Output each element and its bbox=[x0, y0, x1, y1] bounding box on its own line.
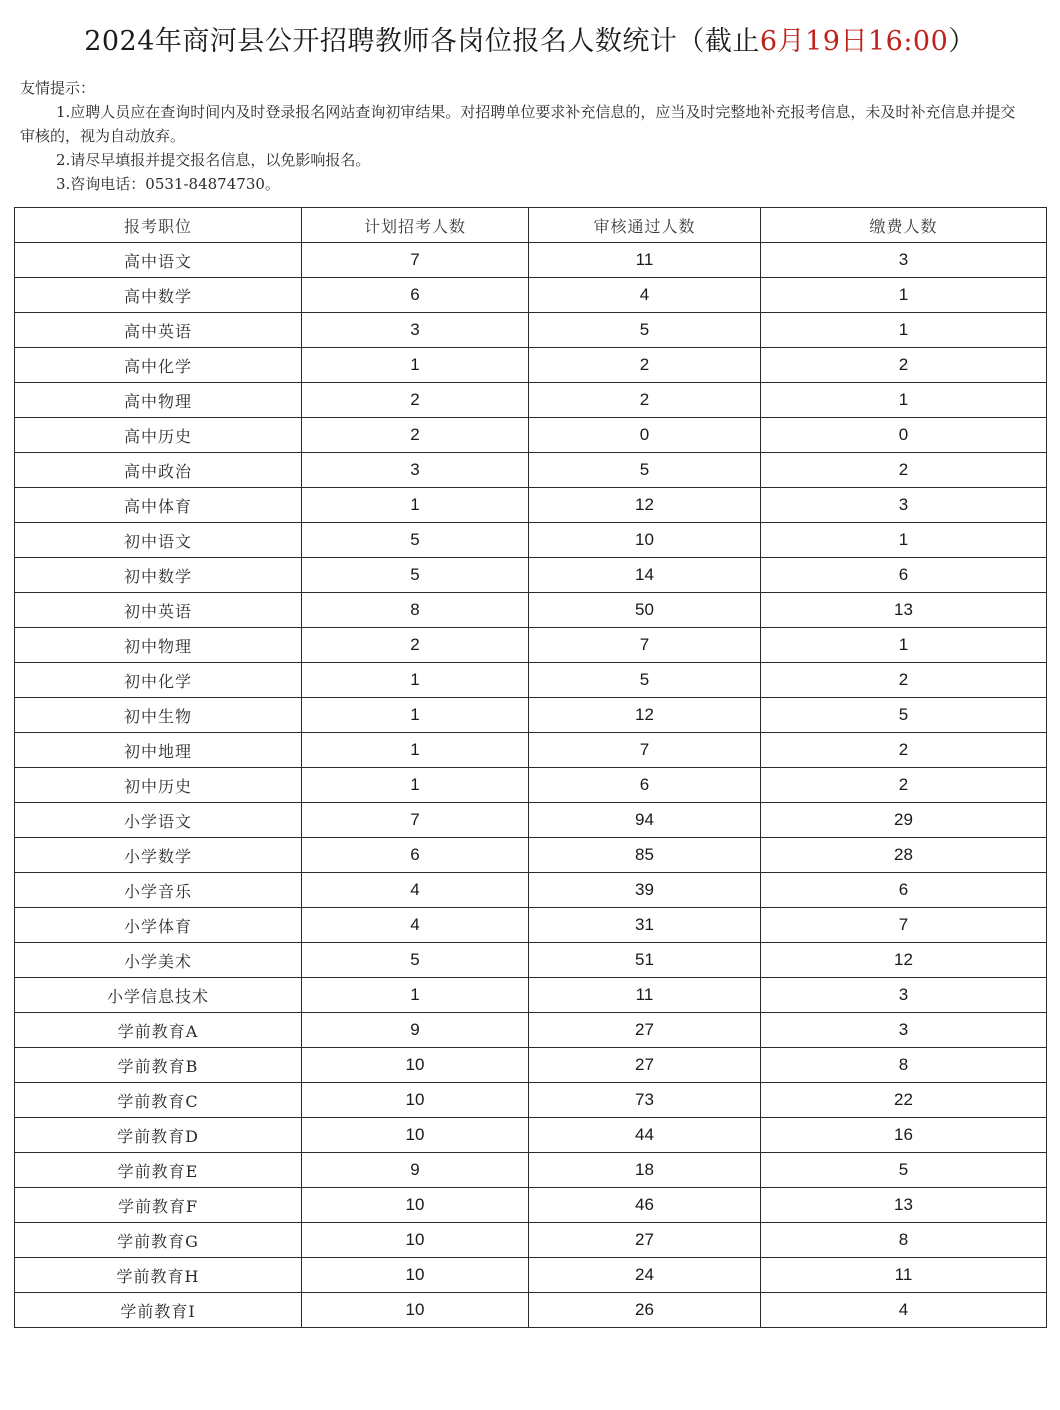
cell-approved: 7 bbox=[529, 733, 761, 768]
cell-position: 小学数学 bbox=[15, 838, 302, 873]
table-row bbox=[15, 698, 1047, 733]
table-row bbox=[15, 523, 1047, 558]
cell-approved: 5 bbox=[529, 453, 761, 488]
table-row bbox=[15, 908, 1047, 943]
cell-position: 高中英语 bbox=[15, 313, 302, 348]
cell-planned: 2 bbox=[302, 628, 529, 663]
cell-paid: 1 bbox=[761, 278, 1047, 313]
notice-heading: 友情提示： bbox=[20, 79, 96, 97]
cell-paid: 29 bbox=[761, 803, 1047, 838]
cell-position: 初中地理 bbox=[15, 733, 302, 768]
cell-position: 小学信息技术 bbox=[15, 978, 302, 1013]
table-row bbox=[15, 1258, 1047, 1293]
cell-planned: 10 bbox=[302, 1118, 529, 1153]
table-row bbox=[15, 313, 1047, 348]
table-row bbox=[15, 768, 1047, 803]
title-main: 2024年商河县公开招聘教师各岗位报名人数统计（截止 bbox=[84, 26, 760, 57]
cell-approved: 46 bbox=[529, 1188, 761, 1223]
cell-position: 高中历史 bbox=[15, 418, 302, 453]
registration-stats-table bbox=[14, 207, 1047, 1328]
cell-planned: 8 bbox=[302, 593, 529, 628]
table-row bbox=[15, 1048, 1047, 1083]
cell-paid: 1 bbox=[761, 628, 1047, 663]
cell-paid: 4 bbox=[761, 1293, 1047, 1328]
cell-paid: 2 bbox=[761, 733, 1047, 768]
cell-paid: 8 bbox=[761, 1048, 1047, 1083]
table-row bbox=[15, 978, 1047, 1013]
cell-paid: 0 bbox=[761, 418, 1047, 453]
cell-planned: 7 bbox=[302, 243, 529, 278]
cell-approved: 12 bbox=[529, 698, 761, 733]
cell-position: 小学体育 bbox=[15, 908, 302, 943]
cell-approved: 26 bbox=[529, 1293, 761, 1328]
table-row bbox=[15, 628, 1047, 663]
table-row bbox=[15, 558, 1047, 593]
notice-item-2: 2.请尽早填报并提交报名信息，以免影响报名。 bbox=[56, 151, 371, 169]
cell-planned: 2 bbox=[302, 383, 529, 418]
table-row bbox=[15, 803, 1047, 838]
title-end: ） bbox=[948, 26, 976, 57]
cell-position: 初中历史 bbox=[15, 768, 302, 803]
table-row bbox=[15, 838, 1047, 873]
notice-item-3: 3.咨询电话：0531-84874730。 bbox=[56, 175, 280, 193]
cell-planned: 2 bbox=[302, 418, 529, 453]
cell-position: 小学语文 bbox=[15, 803, 302, 838]
cell-position: 学前教育B bbox=[15, 1048, 302, 1083]
table-row bbox=[15, 488, 1047, 523]
cell-planned: 9 bbox=[302, 1013, 529, 1048]
cell-paid: 3 bbox=[761, 488, 1047, 523]
table-row bbox=[15, 1118, 1047, 1153]
cell-position: 高中物理 bbox=[15, 383, 302, 418]
cell-planned: 5 bbox=[302, 558, 529, 593]
cell-position: 小学美术 bbox=[15, 943, 302, 978]
table-row bbox=[15, 348, 1047, 383]
cell-approved: 50 bbox=[529, 593, 761, 628]
table-row bbox=[15, 1153, 1047, 1188]
cell-paid: 13 bbox=[761, 1188, 1047, 1223]
cell-position: 学前教育A bbox=[15, 1013, 302, 1048]
title-deadline: 6月19日16:00 bbox=[759, 26, 949, 57]
header-position: 报考职位 bbox=[15, 208, 302, 243]
table-row bbox=[15, 1013, 1047, 1048]
cell-approved: 27 bbox=[529, 1013, 761, 1048]
cell-paid: 6 bbox=[761, 873, 1047, 908]
cell-paid: 16 bbox=[761, 1118, 1047, 1153]
table-row bbox=[15, 278, 1047, 313]
cell-approved: 44 bbox=[529, 1118, 761, 1153]
cell-planned: 6 bbox=[302, 838, 529, 873]
cell-approved: 12 bbox=[529, 488, 761, 523]
cell-planned: 1 bbox=[302, 488, 529, 523]
cell-paid: 11 bbox=[761, 1258, 1047, 1293]
cell-position: 高中体育 bbox=[15, 488, 302, 523]
cell-planned: 10 bbox=[302, 1258, 529, 1293]
cell-paid: 8 bbox=[761, 1223, 1047, 1258]
cell-planned: 10 bbox=[302, 1188, 529, 1223]
cell-paid: 1 bbox=[761, 383, 1047, 418]
cell-approved: 73 bbox=[529, 1083, 761, 1118]
cell-planned: 1 bbox=[302, 768, 529, 803]
cell-paid: 3 bbox=[761, 978, 1047, 1013]
cell-approved: 7 bbox=[529, 628, 761, 663]
table-row bbox=[15, 943, 1047, 978]
cell-approved: 11 bbox=[529, 978, 761, 1013]
cell-approved: 14 bbox=[529, 558, 761, 593]
cell-planned: 1 bbox=[302, 663, 529, 698]
cell-approved: 6 bbox=[529, 768, 761, 803]
cell-approved: 51 bbox=[529, 943, 761, 978]
cell-planned: 7 bbox=[302, 803, 529, 838]
cell-paid: 3 bbox=[761, 243, 1047, 278]
page-title bbox=[0, 24, 1060, 60]
cell-approved: 85 bbox=[529, 838, 761, 873]
cell-planned: 10 bbox=[302, 1083, 529, 1118]
header-paid: 缴费人数 bbox=[761, 208, 1047, 243]
cell-planned: 1 bbox=[302, 978, 529, 1013]
cell-approved: 10 bbox=[529, 523, 761, 558]
cell-position: 初中物理 bbox=[15, 628, 302, 663]
cell-paid: 5 bbox=[761, 698, 1047, 733]
cell-approved: 27 bbox=[529, 1048, 761, 1083]
table-header-row bbox=[15, 208, 1047, 243]
cell-position: 学前教育C bbox=[15, 1083, 302, 1118]
cell-position: 高中化学 bbox=[15, 348, 302, 383]
cell-position: 学前教育G bbox=[15, 1223, 302, 1258]
cell-planned: 5 bbox=[302, 523, 529, 558]
cell-planned: 3 bbox=[302, 453, 529, 488]
cell-position: 学前教育F bbox=[15, 1188, 302, 1223]
cell-position: 初中生物 bbox=[15, 698, 302, 733]
table-row bbox=[15, 1293, 1047, 1328]
cell-position: 学前教育H bbox=[15, 1258, 302, 1293]
table-body bbox=[15, 243, 1047, 1328]
cell-paid: 3 bbox=[761, 1013, 1047, 1048]
cell-planned: 10 bbox=[302, 1223, 529, 1258]
table-row bbox=[15, 1083, 1047, 1118]
cell-approved: 5 bbox=[529, 313, 761, 348]
cell-paid: 6 bbox=[761, 558, 1047, 593]
table-row bbox=[15, 243, 1047, 278]
cell-position: 初中数学 bbox=[15, 558, 302, 593]
cell-position: 初中语文 bbox=[15, 523, 302, 558]
cell-paid: 28 bbox=[761, 838, 1047, 873]
cell-paid: 2 bbox=[761, 663, 1047, 698]
cell-paid: 2 bbox=[761, 768, 1047, 803]
cell-planned: 1 bbox=[302, 733, 529, 768]
cell-approved: 31 bbox=[529, 908, 761, 943]
table-row bbox=[15, 593, 1047, 628]
notice-section bbox=[20, 76, 1030, 196]
cell-planned: 1 bbox=[302, 348, 529, 383]
cell-paid: 12 bbox=[761, 943, 1047, 978]
cell-paid: 2 bbox=[761, 453, 1047, 488]
table-row bbox=[15, 1223, 1047, 1258]
cell-planned: 6 bbox=[302, 278, 529, 313]
cell-planned: 4 bbox=[302, 873, 529, 908]
notice-item-1: 1.应聘人员应在查询时间内及时登录报名网站查询初审结果。对招聘单位要求补充信息的，应当及时完整地补充报考信息，未及时补充信息并提交审核的，视为自动放弃。 bbox=[20, 103, 1016, 145]
table-row bbox=[15, 1188, 1047, 1223]
cell-approved: 24 bbox=[529, 1258, 761, 1293]
cell-approved: 27 bbox=[529, 1223, 761, 1258]
cell-approved: 11 bbox=[529, 243, 761, 278]
table-row bbox=[15, 383, 1047, 418]
cell-position: 初中英语 bbox=[15, 593, 302, 628]
cell-position: 小学音乐 bbox=[15, 873, 302, 908]
cell-paid: 5 bbox=[761, 1153, 1047, 1188]
cell-approved: 18 bbox=[529, 1153, 761, 1188]
table-row bbox=[15, 733, 1047, 768]
cell-planned: 10 bbox=[302, 1048, 529, 1083]
cell-approved: 94 bbox=[529, 803, 761, 838]
table-row bbox=[15, 873, 1047, 908]
table-row bbox=[15, 663, 1047, 698]
cell-approved: 4 bbox=[529, 278, 761, 313]
header-planned: 计划招考人数 bbox=[302, 208, 529, 243]
cell-planned: 5 bbox=[302, 943, 529, 978]
cell-approved: 2 bbox=[529, 383, 761, 418]
cell-approved: 5 bbox=[529, 663, 761, 698]
cell-position: 初中化学 bbox=[15, 663, 302, 698]
cell-paid: 1 bbox=[761, 523, 1047, 558]
cell-position: 高中语文 bbox=[15, 243, 302, 278]
cell-paid: 22 bbox=[761, 1083, 1047, 1118]
cell-approved: 2 bbox=[529, 348, 761, 383]
header-approved: 审核通过人数 bbox=[529, 208, 761, 243]
cell-planned: 10 bbox=[302, 1293, 529, 1328]
cell-planned: 1 bbox=[302, 698, 529, 733]
cell-paid: 1 bbox=[761, 313, 1047, 348]
table-row bbox=[15, 453, 1047, 488]
cell-paid: 7 bbox=[761, 908, 1047, 943]
cell-position: 高中数学 bbox=[15, 278, 302, 313]
cell-approved: 0 bbox=[529, 418, 761, 453]
cell-position: 学前教育E bbox=[15, 1153, 302, 1188]
cell-paid: 13 bbox=[761, 593, 1047, 628]
cell-planned: 4 bbox=[302, 908, 529, 943]
cell-planned: 9 bbox=[302, 1153, 529, 1188]
table-row bbox=[15, 418, 1047, 453]
cell-planned: 3 bbox=[302, 313, 529, 348]
cell-paid: 2 bbox=[761, 348, 1047, 383]
cell-position: 学前教育I bbox=[15, 1293, 302, 1328]
cell-approved: 39 bbox=[529, 873, 761, 908]
cell-position: 高中政治 bbox=[15, 453, 302, 488]
cell-position: 学前教育D bbox=[15, 1118, 302, 1153]
